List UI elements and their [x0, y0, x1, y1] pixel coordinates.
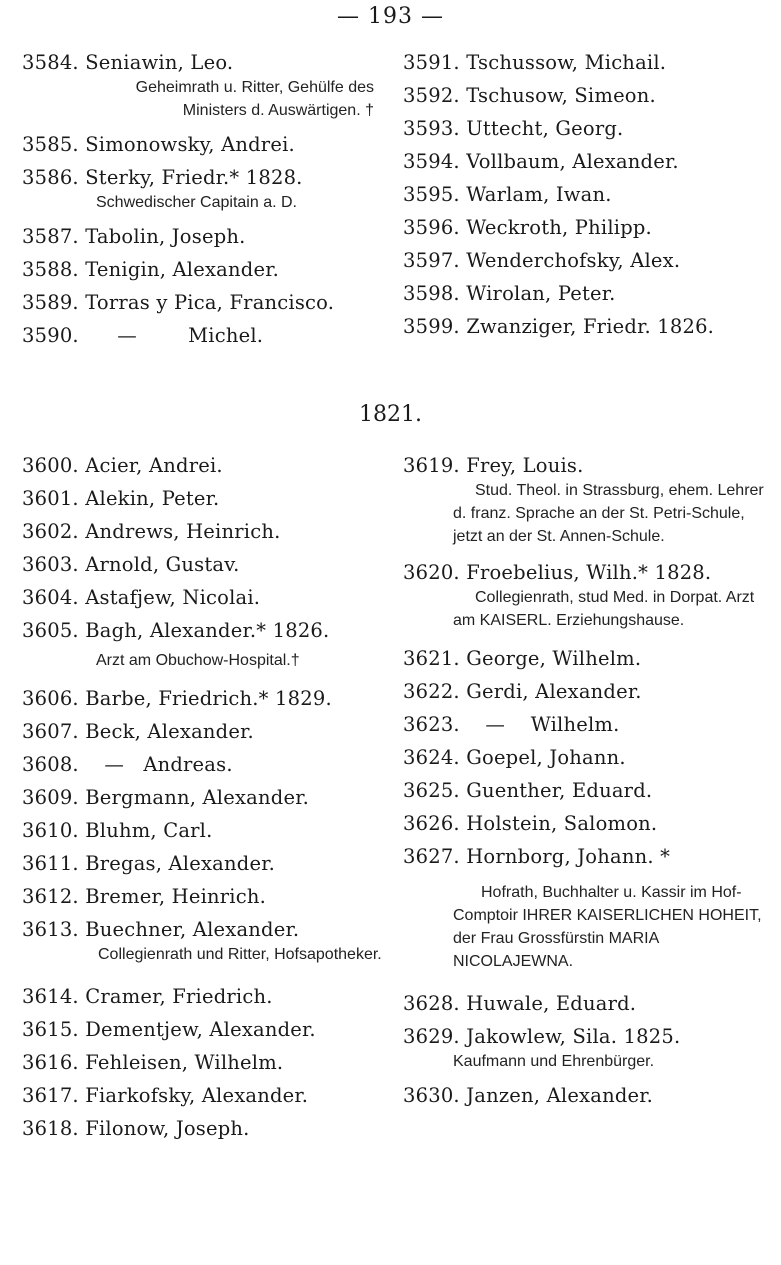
entry-line: 3615. Dementjew, Alexander.: [22, 1018, 316, 1041]
list-entry: [22, 913, 392, 966]
entry-line: 3592. Tschusow, Simeon.: [403, 84, 656, 107]
entry-line: 3617. Fiarkofsky, Alexander.: [22, 1084, 309, 1107]
entry-line: 3614. Cramer, Friedrich.: [22, 985, 273, 1008]
entry-description: Arzt am Obuchow-Hospital.†: [96, 652, 300, 669]
list-entry: [22, 614, 392, 672]
entry-line: 3606. Barbe, Friedrich.* 1829.: [22, 687, 332, 710]
entry-description: Schwedischer Capitain a. D.: [96, 194, 297, 211]
entry-line: 3609. Bergmann, Alexander.: [22, 786, 309, 809]
list-entry: [403, 79, 773, 112]
list-entry: [403, 708, 773, 741]
list-entry: [403, 310, 773, 343]
list-entry: [403, 556, 773, 632]
entry-line: 3594. Vollbaum, Alexander.: [403, 150, 679, 173]
list-entry: [22, 1079, 392, 1112]
list-entry: [22, 880, 392, 913]
year-heading: 1821.: [359, 402, 422, 427]
top-left-column: [22, 46, 392, 352]
entry-line: 3610. Bluhm, Carl.: [22, 819, 213, 842]
list-entry: [22, 1013, 392, 1046]
list-entry: [403, 244, 773, 277]
entry-line: 3626. Holstein, Salomon.: [403, 812, 658, 835]
list-entry: [403, 675, 773, 708]
page-number: — 193 —: [337, 4, 444, 29]
list-entry: [22, 814, 392, 847]
entry-line: 3619. Frey, Louis.: [403, 454, 584, 477]
list-entry: [22, 1112, 392, 1145]
list-entry: [22, 682, 392, 715]
list-entry: [403, 112, 773, 145]
list-entry: [22, 286, 392, 319]
list-entry: [22, 980, 392, 1013]
entry-line: 3608. — Andreas.: [22, 753, 233, 776]
entry-line: 3618. Filonow, Joseph.: [22, 1117, 250, 1140]
entry-line: 3595. Warlam, Iwan.: [403, 183, 612, 206]
entry-line: 3591. Tschussow, Michail.: [403, 51, 667, 74]
list-entry: [403, 277, 773, 310]
entry-line: 3602. Andrews, Heinrich.: [22, 520, 281, 543]
entry-line: 3588. Tenigin, Alexander.: [22, 258, 279, 281]
list-entry: [22, 46, 392, 122]
entry-line: 3600. Acier, Andrei.: [22, 454, 223, 477]
entry-line: 3590. — Michel.: [22, 324, 264, 347]
entry-description: Collegienrath und Ritter, Hofsapotheker.: [98, 946, 382, 963]
list-entry: [22, 748, 392, 781]
entry-line: 3630. Janzen, Alexander.: [403, 1084, 654, 1107]
entry-description: Kaufmann und Ehrenbürger.: [453, 1053, 655, 1070]
list-entry: [22, 161, 392, 214]
list-entry: [403, 774, 773, 807]
bottom-right-column: [403, 449, 773, 1112]
entry-line: 3601. Alekin, Peter.: [22, 487, 220, 510]
entry-line: 3604. Astafjew, Nicolai.: [22, 586, 261, 609]
list-entry: [403, 178, 773, 211]
entry-line: 3598. Wirolan, Peter.: [403, 282, 616, 305]
entry-description: Hofrath, Buchhalter u. Kassir im Hof-Comptoir IHRER KAISERLICHEN HOHEIT, der Frau Grossfürstin MARIA NICOLAJEWNA.: [453, 884, 762, 970]
entry-line: 3621. George, Wilhelm.: [403, 647, 642, 670]
list-entry: [22, 128, 392, 161]
entry-line: 3586. Sterky, Friedr.* 1828.: [22, 166, 303, 189]
list-entry: [403, 1079, 773, 1112]
entry-line: 3620. Froebelius, Wilh.* 1828.: [403, 561, 712, 584]
bottom-left-column: [22, 449, 392, 1145]
list-entry: [403, 741, 773, 774]
entry-line: 3605. Bagh, Alexander.* 1826.: [22, 619, 330, 642]
list-entry: [22, 781, 392, 814]
list-entry: [22, 515, 392, 548]
entry-line: 3616. Fehleisen, Wilhelm.: [22, 1051, 284, 1074]
list-entry: [403, 145, 773, 178]
entry-line: 3599. Zwanziger, Friedr. 1826.: [403, 315, 715, 338]
entry-line: 3611. Bregas, Alexander.: [22, 852, 275, 875]
list-entry: [403, 987, 773, 1020]
top-right-column: [403, 46, 773, 343]
list-entry: [22, 715, 392, 748]
list-entry: [22, 548, 392, 581]
entry-line: 3603. Arnold, Gustav.: [22, 553, 240, 576]
list-entry: [22, 581, 392, 614]
entry-description: Stud. Theol. in Strassburg, ehem. Lehrer d. franz. Sprache an der St. Petri-Schule, jetzt an der St. Annen-Schule.: [453, 482, 764, 545]
list-entry: [403, 211, 773, 244]
entry-line: 3612. Bremer, Heinrich.: [22, 885, 266, 908]
entry-line: 3628. Huwale, Eduard.: [403, 992, 637, 1015]
list-entry: [403, 46, 773, 79]
entry-line: 3625. Guenther, Eduard.: [403, 779, 653, 802]
list-entry: [22, 449, 392, 482]
entry-line: 3589. Torras y Pica, Francisco.: [22, 291, 335, 314]
entry-line: 3596. Weckroth, Philipp.: [403, 216, 652, 239]
list-entry: [22, 482, 392, 515]
entry-line: 3587. Tabolin, Joseph.: [22, 225, 246, 248]
list-entry: [22, 220, 392, 253]
entry-description: Collegienrath, stud Med. in Dorpat. Arzt am KAISERL. Erziehungshause.: [453, 589, 755, 629]
entry-line: 3597. Wenderchofsky, Alex.: [403, 249, 681, 272]
entry-line: 3627. Hornborg, Johann. *: [403, 845, 671, 868]
entry-line: 3584. Seniawin, Leo.: [22, 51, 234, 74]
entry-line: 3607. Beck, Alexander.: [22, 720, 254, 743]
entry-line: 3593. Uttecht, Georg.: [403, 117, 624, 140]
entry-line: 3629. Jakowlew, Sila. 1825.: [403, 1025, 681, 1048]
entry-line: 3622. Gerdi, Alexander.: [403, 680, 642, 703]
list-entry: [403, 1020, 773, 1073]
list-entry: [403, 642, 773, 675]
list-entry: [22, 1046, 392, 1079]
list-entry: [22, 319, 392, 352]
entry-line: 3585. Simonowsky, Andrei.: [22, 133, 295, 156]
list-entry: [403, 449, 773, 548]
list-entry: [403, 807, 773, 840]
list-entry: [22, 253, 392, 286]
entry-line: 3623. — Wilhelm.: [403, 713, 620, 736]
list-entry: [403, 840, 773, 973]
entry-description: Geheimrath u. Ritter, Gehülfe des Ministers d. Auswärtigen. †: [135, 79, 374, 119]
entry-line: 3613. Buechner, Alexander.: [22, 918, 300, 941]
list-entry: [22, 847, 392, 880]
entry-line: 3624. Goepel, Johann.: [403, 746, 626, 769]
